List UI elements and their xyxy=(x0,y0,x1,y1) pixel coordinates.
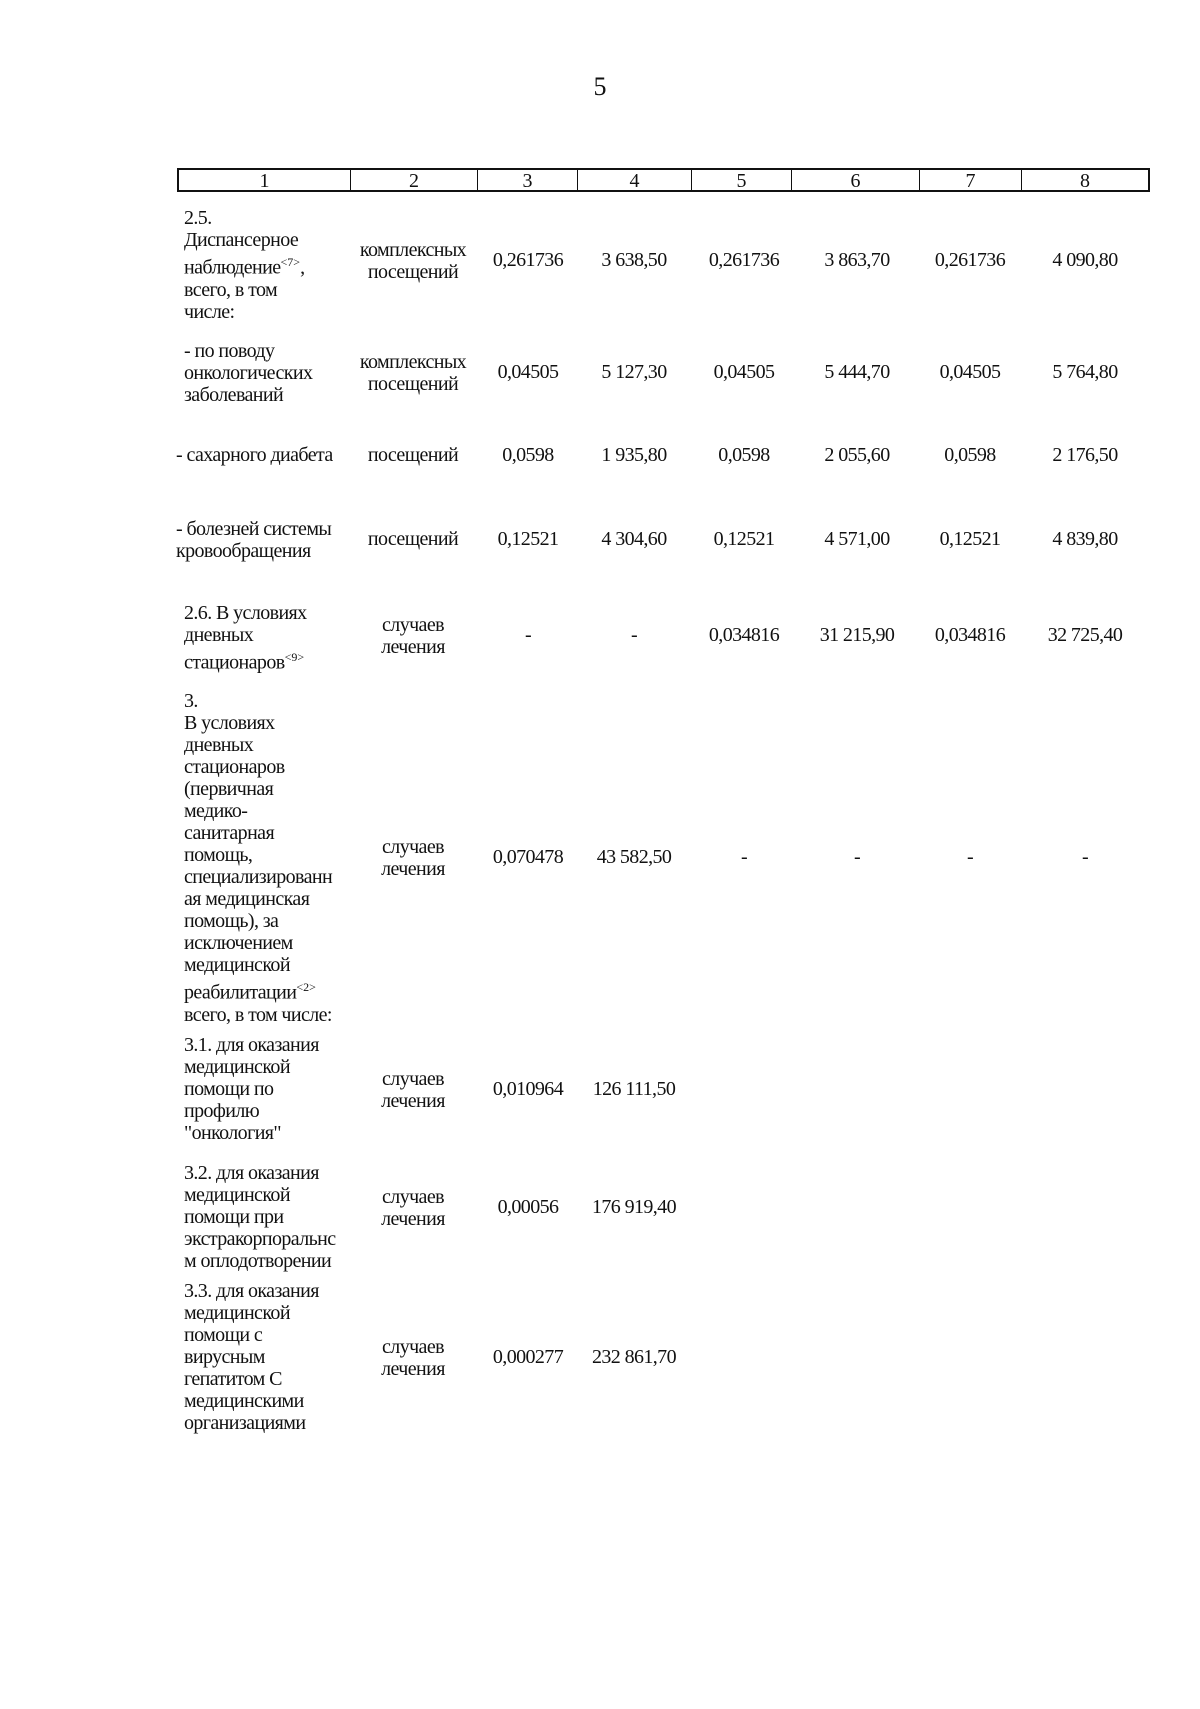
row-unit: случаев лечения xyxy=(381,1186,445,1230)
cell-col8: 5 764,80 xyxy=(1052,361,1118,383)
row-name: 2.6. В условиях дневных стационаров$^{<9>}$ xyxy=(184,602,307,674)
row-unit: комплексных посещений xyxy=(359,239,467,283)
row-name: - по поводу онкологических заболеваний xyxy=(184,340,313,406)
header-col-6: 6 xyxy=(792,170,920,190)
table-header xyxy=(177,168,1150,192)
cell-col6: 31 215,90 xyxy=(819,624,895,646)
row-unit: посещений xyxy=(367,444,459,466)
row-name: 3.3. для оказания медицинской помощи с вирусным гепатитом С медицинскими организациями xyxy=(184,1280,319,1434)
cell-col3: 0,010964 xyxy=(492,1078,564,1100)
header-col-5: 5 xyxy=(692,170,792,190)
cell-col4: 176 919,40 xyxy=(591,1196,676,1218)
cell-col4: - xyxy=(630,624,638,646)
header-col-7: 7 xyxy=(920,170,1022,190)
footnote-ref: <9> xyxy=(284,650,305,664)
row-name: 2.5. Диспансерное наблюдение$^{<7>}$, всего, в том числе: xyxy=(184,207,305,323)
cell-col3: 0,000277 xyxy=(492,1346,564,1368)
row-unit: случаев лечения xyxy=(381,614,445,658)
page-number: 5 xyxy=(593,72,607,101)
row-name: - болезней системы кровообращения xyxy=(176,518,332,562)
cell-col5: 0,04505 xyxy=(713,361,775,383)
row-unit: случаев лечения xyxy=(381,1068,445,1112)
cell-col6: 4 571,00 xyxy=(824,528,890,550)
cell-col7: 0,034816 xyxy=(934,624,1006,646)
cell-col3: 0,12521 xyxy=(497,528,559,550)
header-col-2: 2 xyxy=(351,170,478,190)
header-col-1: 1 xyxy=(179,170,351,190)
cell-col8: 4 090,80 xyxy=(1052,249,1118,271)
cell-col3: 0,04505 xyxy=(497,361,559,383)
cell-col4: 43 582,50 xyxy=(596,846,672,868)
cell-col6: 2 055,60 xyxy=(824,444,890,466)
cell-col3: 0,261736 xyxy=(492,249,564,271)
cell-col4: 126 111,50 xyxy=(592,1078,676,1100)
cell-col8: 32 725,40 xyxy=(1047,624,1123,646)
cell-col5: 0,12521 xyxy=(713,528,775,550)
row-name: - сахарного диабета xyxy=(176,444,333,466)
cell-col3: 0,070478 xyxy=(492,846,564,868)
footnote-ref: <7> xyxy=(280,255,301,269)
cell-col4: 3 638,50 xyxy=(601,249,667,271)
row-unit: комплексных посещений xyxy=(359,351,467,395)
cell-col3: 0,00056 xyxy=(497,1196,559,1218)
header-col-8: 8 xyxy=(1080,170,1090,192)
cell-col6: - xyxy=(853,846,861,868)
cell-col7: 0,12521 xyxy=(939,528,1001,550)
row-unit: случаев лечения xyxy=(381,1336,445,1380)
row-name: 3.1. для оказания медицинской помощи по профилю "онкология" xyxy=(184,1034,319,1144)
header-col-3: 3 xyxy=(478,170,578,190)
cell-col3: 0,0598 xyxy=(502,444,554,466)
row-unit: посещений xyxy=(367,528,459,550)
cell-col4: 5 127,30 xyxy=(601,361,667,383)
cell-col6: 5 444,70 xyxy=(824,361,890,383)
cell-col7: 0,261736 xyxy=(934,249,1006,271)
header-col-4: 4 xyxy=(578,170,692,190)
row-name: 3. В условиях дневных стационаров (первичная медико- санитарная помощь, специализированн ая медицинская помощь), за исключением медицинской реабилитации$^{<2>}$ всего, в том числе: xyxy=(184,690,333,1026)
row-unit: случаев лечения xyxy=(381,836,445,880)
cell-col6: 3 863,70 xyxy=(824,249,890,271)
cell-col7: 0,04505 xyxy=(939,361,1001,383)
cell-col4: 4 304,60 xyxy=(601,528,667,550)
row-name: 3.2. для оказания медицинской помощи при экстракорпоральнс м оплодотворении xyxy=(184,1162,336,1272)
cell-col5: 0,034816 xyxy=(708,624,780,646)
footnote-ref: <2> xyxy=(296,980,316,994)
cell-col8: - xyxy=(1081,846,1089,868)
cell-col7: 0,0598 xyxy=(944,444,996,466)
cell-col8: 4 839,80 xyxy=(1052,528,1118,550)
cell-col5: 0,261736 xyxy=(708,249,780,271)
cell-col4: 232 861,70 xyxy=(591,1346,676,1368)
cell-col8: 2 176,50 xyxy=(1052,444,1118,466)
cell-col5: - xyxy=(740,846,748,868)
cell-col7: - xyxy=(966,846,974,868)
cell-col4: 1 935,80 xyxy=(601,444,667,466)
cell-col3: - xyxy=(524,624,532,646)
cell-col5: 0,0598 xyxy=(718,444,770,466)
